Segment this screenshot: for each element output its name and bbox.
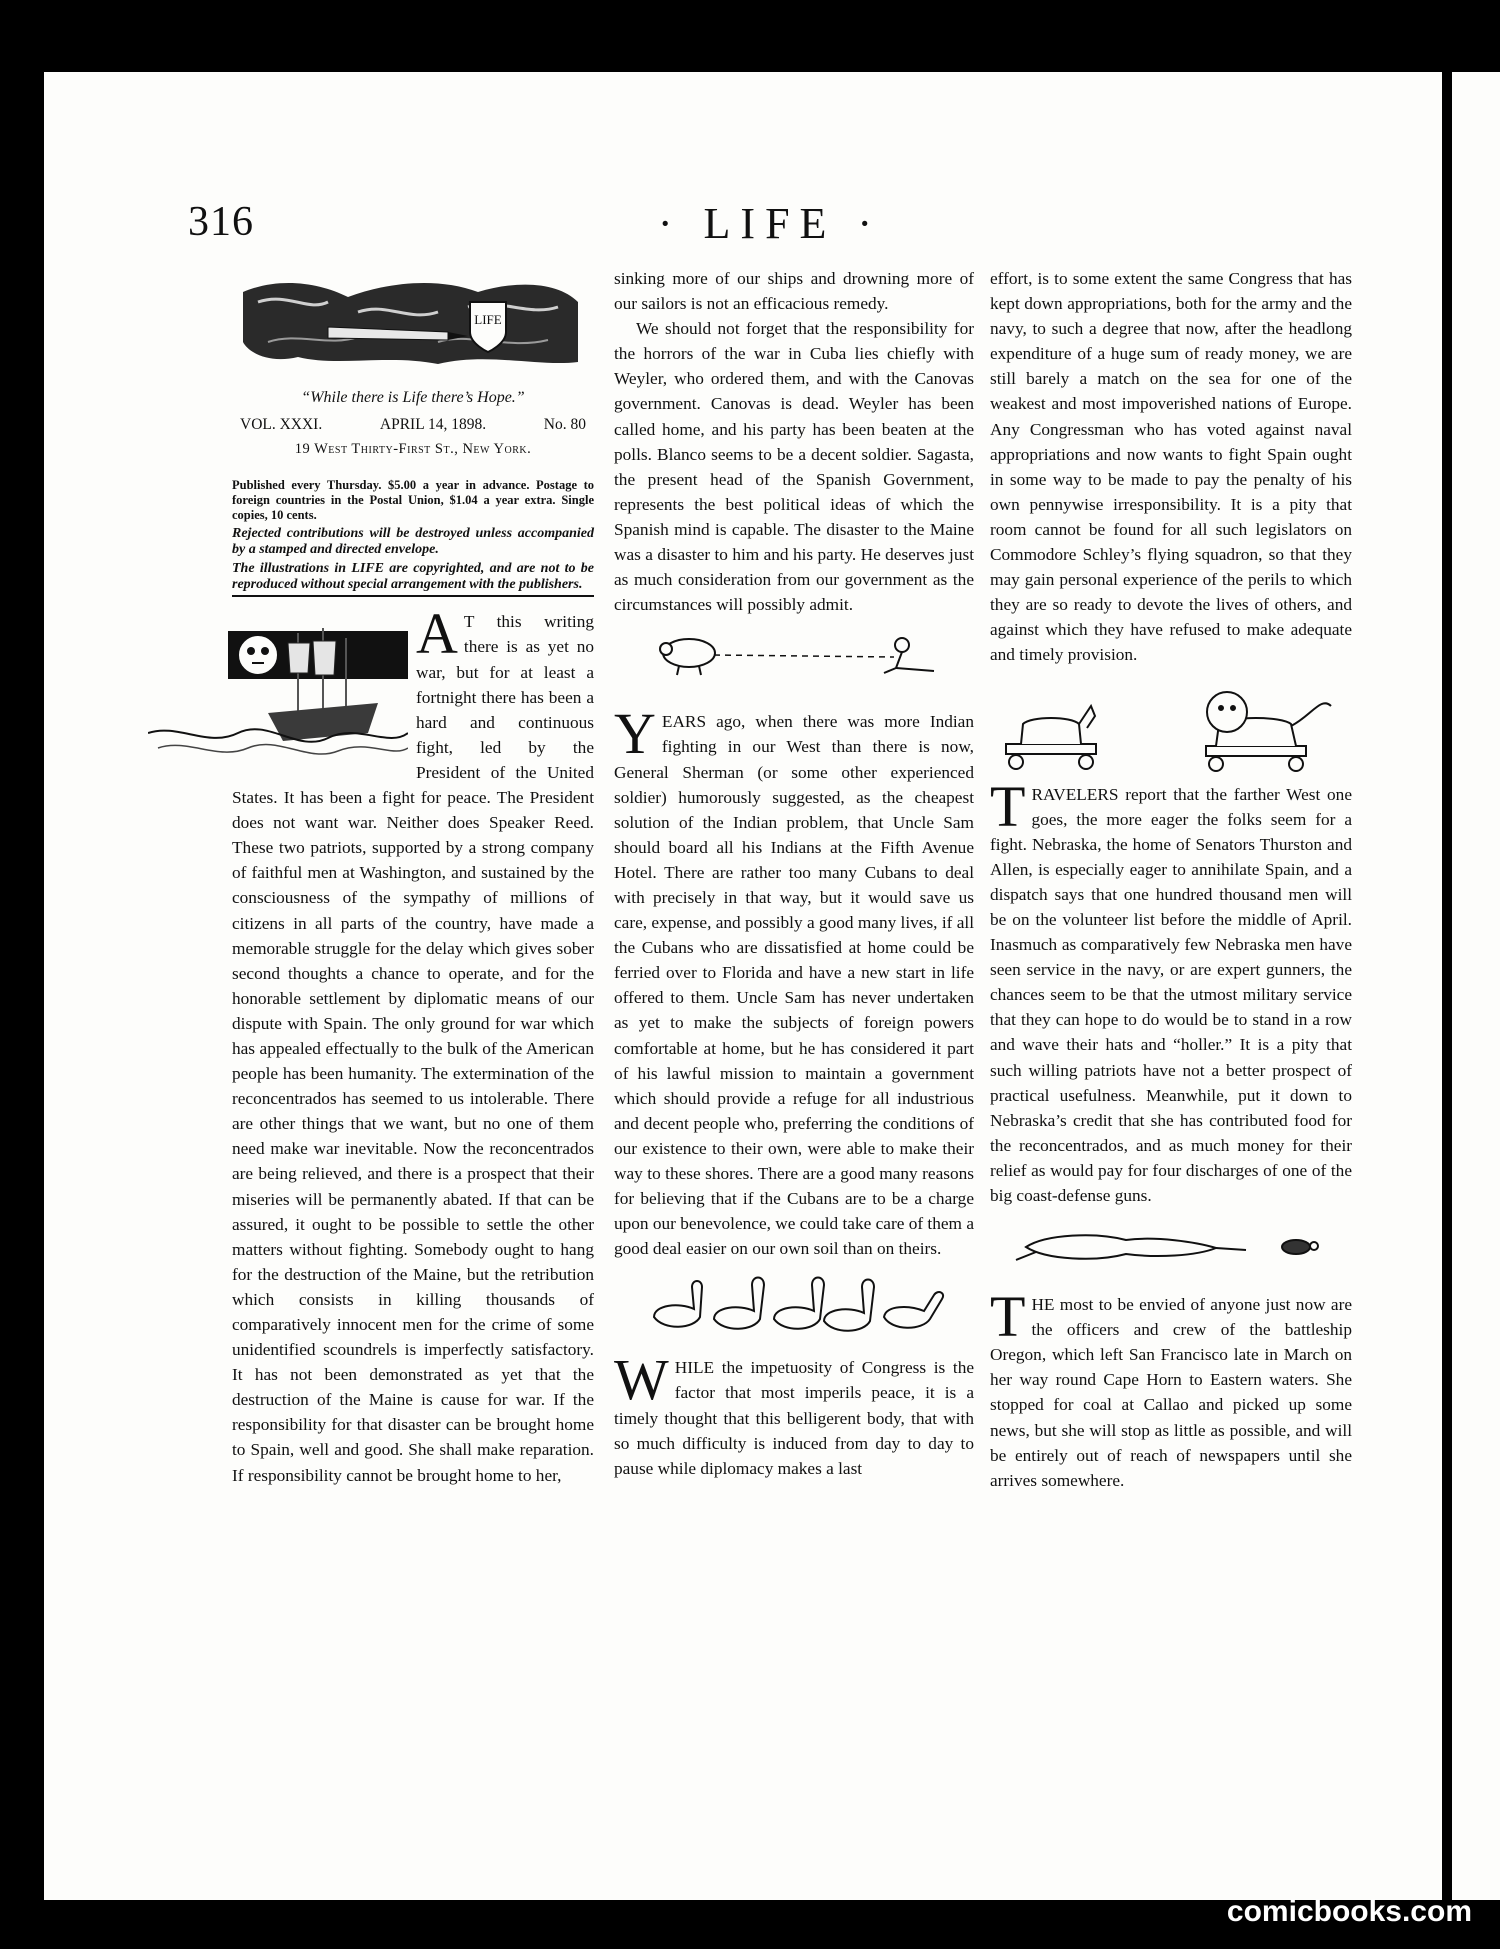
masthead-title: · LIFE · — [657, 199, 883, 248]
publisher-address: 19 West Thirty-First St., New York. — [294, 441, 532, 458]
article-war-fight-for-peace — [232, 601, 594, 1487]
issue-number: No. 80 — [543, 416, 586, 434]
article-continuation: sinking more of our ships and drowning more of our sailors is not an efficacious remedy. — [614, 269, 974, 314]
column-1 — [232, 268, 594, 1488]
publication-info: Published every Thursday. $5.00 a year in advance. Postage to foreign countries in the Postal Union, $1.04 a year extra. Single copies, 10 cents. — [232, 478, 594, 523]
pig-towing-illustration — [644, 623, 944, 683]
drop-cap-t2: T — [990, 1284, 1026, 1350]
banner-shield-label: LIFE — [474, 312, 502, 327]
issue-date: APRIL 14, 1898. — [379, 416, 487, 434]
article-text: HE most to be envied of anyone just now are the officers and crew of the battleship Oregon, which left San Francisco late in March on her way round Cape Horn to Eastern waters. She stopped for coal at Callao and picked up some news, but she will stop as little as possible, and will be entirely out of reach of newspapers until she arrives somewhere. — [990, 1295, 1352, 1490]
article-text: T this writing there is as yet no war, but for at least a fortnight there has been a hard and continuous fight, led by the President of the United States. It has been a fight for peace. The President does not want war. Neither does Speaker Reed. These two patriots, supported by a strong company of faithful men at Washington, and sustained by the consciousness of the sympathy of millions of citizens in all parts of the country, have made a memorable struggle for the delay which gives sober second thoughts a chance to operate, and for the honorable settlement by diplomatic means of our dispute with Spain. The only ground for war which has appealed effectually to the bulk of the American people has been humanity. The extermination of the reconcentrados has seemed to us intolerable. There are other things that we want, but no one of them need make war inevitable. Now the reconcentrados are being relieved, and there is a prospect that their miseries will be permanently abated. If that can be assured, it ought to be possible to settle the other matters without fighting. Somebody ought to hang for the destruction of the Maine, but the retribution which consists in killing thousands of comparatively innocent men for the crime of some unidentified scoundrels is imperfectly satisfactory. It has not been demonstrated as yet that the destruction of the Maine is cause for war. If the responsibility for that disaster can be brought home to Spain, well and good. She shall make reparation. If responsibility cannot be brought home to her, — [232, 612, 594, 1485]
copyright-notice: The illustrations in LIFE are copyrighted, and are not to be reproduced without special arrangement with the publishers. — [232, 561, 594, 597]
drop-cap-a: A — [416, 601, 458, 667]
article-text: HILE the impetuosity of Congress is the factor that most imperils peace, it is a timely thought that this belligerent body, that with so much difficulty is induced from day to day to pause while diplomacy makes a last — [614, 1358, 974, 1478]
drop-cap-w: W — [614, 1347, 669, 1413]
watermark: comicbooks.com — [1226, 1895, 1472, 1928]
article-text: EARS ago, when there was more Indian fighting in our West than there is now, General Sherman (or some other experienced soldier) humorously suggested, as the cheapest solution of the Indian problem, that Uncle Sam should board all his Indians at the Fifth Avenue Hotel. There are rather too many Cubans to deal with precisely in that way, but it would save us care, expense, and possibly a good many lives, if all the Cubans who are dissatisfied at home could be ferried over to Florida and have a new start in life offered to them. Uncle Sam has never undertaken as yet to make the subjects of foreign powers comfortable at home, but he has considered it part of his lawful mission to maintain a government which should provide a refuge for all industrious and decent people who, preferring the conditions of our existence to their own, were able to make their way to these shores. There are a good many reasons for believing that if the Cubans are to be a charge upon our benevolence, we could take care of them a good deal easier on our own soil than on theirs. — [614, 712, 974, 1259]
rejected-contributions-notice: Rejected contributions will be destroyed unless accompanied by a stamped and directed envelope. — [232, 526, 594, 558]
article-paragraph: We should not forget that the responsibility for the horrors of the war in Cuba lies chiefly with Weyler, who ordered them, and with the Canovas government. Canovas is dead. Weyler has been called home, and his party has been beaten at the polls. Blanco seems to be a decent soldier. Sagasta, the present head of the Spanish Government, represents the best political ideas of which the Spanish mind is capable. The disaster to the Maine was a disaster to him and his party. He deserves just as much consideration from our government as the circumstances will possibly admit. — [614, 319, 974, 615]
volume-number: VOL. XXXI. — [240, 416, 323, 434]
article-text: RAVELERS report that the farther West one goes, the more eager the folks seem for a fight. Nebraska, the home of Senators Thurston and Allen, is especially eager to annihilate Spain, and a dispatch says that one hundred thousand men will be on the volunteer list before the middle of April. Inasmuch as comparatively few Nebraska men have seen service in the navy, or are expert gunners, the chances seem to be that the utmost military service that they can hope to do would be to stand in a row and wave their hats and “holler.” It is a pity that such willing patriots have not a better prospect of practical usefulness. Meanwhile, put it down to Nebraska’s credit that she has contributed food for the reconcentrados, and as much money for their relief as would pay for four discharges of one of the big coast-defense guns. — [990, 784, 1352, 1205]
article-continuation: effort, is to some extent the same Congress that has kept down appropriations, both for the army and the navy, to such a degree that now, after the headlong expenditure of a huge sum of ready money, we are still barely a match on the sea for one of the weakest and most impoverished nations of Europe. Any Congressman who has voted against naval appropriations and now wants to fight Spain ought in some way to be made to pay the penalty of his own pennywise irresponsibility. It is a pity that room cannot be found for all such legislators on Commodore Schley’s flying squadron, so that they may gain personal experience of the perils to which they are so ready to devote the lives of others, and against which they have refused to make adequate and timely provision. — [990, 269, 1352, 665]
page-number: 316 — [188, 199, 254, 245]
volume-line — [232, 412, 594, 437]
masthead-banner-illustration — [238, 272, 583, 370]
facing-page-edge — [1452, 72, 1500, 1900]
geese-illustration — [634, 1267, 954, 1347]
turtle-race-illustration — [1006, 1222, 1336, 1272]
drop-cap-y: Y — [614, 701, 656, 767]
drop-cap-t: T — [990, 773, 1026, 839]
ship-skull-illustration — [148, 613, 408, 768]
motto: “While there is Life there’s Hope.” — [301, 389, 525, 407]
binding-gutter — [1447, 72, 1450, 1900]
column-3 — [990, 266, 1352, 1493]
toy-animals-illustration — [991, 686, 1351, 776]
column-2 — [614, 266, 974, 1481]
